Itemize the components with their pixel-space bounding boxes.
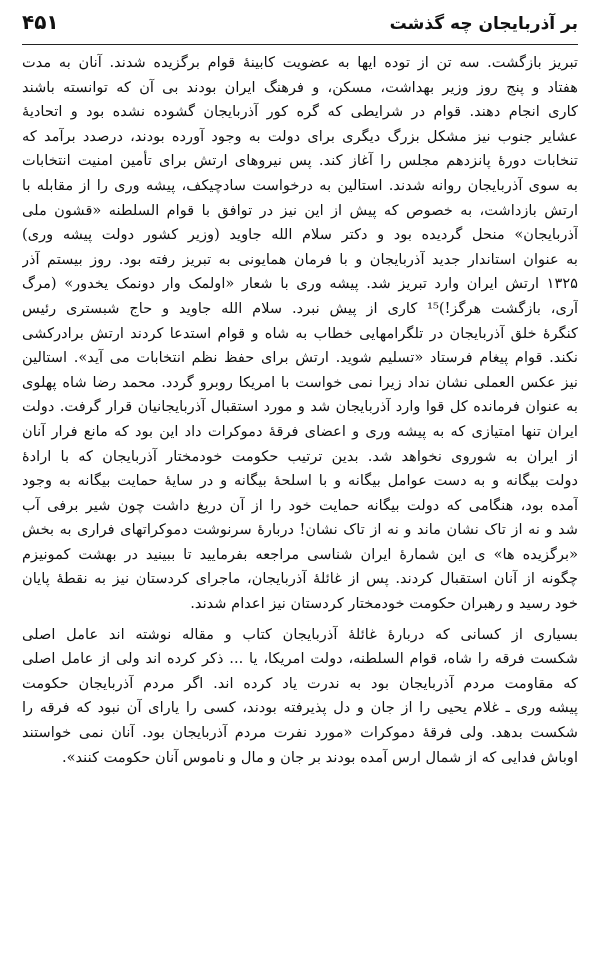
text-line: ارتش بازداشت، به خصوص که پیش از این نیز در توافق با قوام السلطنه «قشون ملی <box>22 201 578 219</box>
text-line: ۱۳۲۵ ارتش ایران وارد تبریز شد. پیشه وری با شعار «اولمک وار دونمک یخدور» (مرگ <box>22 275 578 293</box>
paragraph <box>22 623 578 771</box>
text-line: کاری انجام دهند. قوام در شرایطی که گره کور آذربایجان گشوده نشده بود و اتحادیهٔ <box>22 103 578 121</box>
text-line: «برگزیده ها» ی این شمارهٔ ایران شناسی مراجعه بفرمایید تا ببینید در بهشت کمونیزم <box>22 545 578 563</box>
text-line: شد و نه از تاک نشان ماند و نه از تاک نشان! دربارهٔ سرنوشت دموکراتهای فراری به بخش <box>22 521 578 539</box>
text-line: دولت بیگانه و به دست عوامل بیگانه و با اسلحهٔ بیگانه و در سایهٔ حمایت بیگانه به وجود <box>22 472 578 490</box>
page-number: ۴۵۱ <box>22 10 59 34</box>
text-line: چگونه از آنان استقبال کردند. پس از غائلهٔ آذربایجان، ماجرای کردستان نیز به نقطهٔ پایان <box>22 570 578 588</box>
text-line: بسیاری از کسانی که دربارهٔ غائلهٔ آذربایجان کتاب و مقاله نوشته اند عامل اصلی <box>22 625 578 643</box>
text-line: ایران تنها امتیازی که به پیشه وری و اعضای فرقهٔ دموکرات داد این بود که مانع فرار آنان <box>22 422 578 440</box>
text-line: آمده بود، هنگامی که دولت بیگانه حمایت خود را از آن دریغ داشت چون شیر برفی آب <box>22 496 578 514</box>
text-line: از ایران به شوروی نخواهد شد. بدین ترتیب حکومت خودمختار آذربایجان که با ارادهٔ <box>22 447 578 465</box>
text-line: تنخابات دورهٔ پانزدهم مجلس را آغاز کند. پس نیروهای ارتش برای تأمین امنیت انتخابات <box>22 152 578 170</box>
page-body <box>22 51 578 770</box>
paragraph <box>22 51 578 617</box>
text-line: که مقاومت مردم آذربایجان بود به ندرت یاد کرده اند. اگر مردم آذربایجان حکومت <box>22 674 578 692</box>
text-line: شکست فرقه را شاه، قوام السلطنه، دولت امریکا، یا ... ذکر کرده اند ولی از عامل اصلی <box>22 650 578 668</box>
text-line: به عنوان استاندار جدید آذربایجان و با فرمان همایونی به تبریز رفته بود. روز بیستم آذر <box>22 250 578 268</box>
text-line: تبریز بازگشت. سه تن از توده ‌ایها به عضویت کابینهٔ قوام برگزیده شدند. آنان به مدت <box>22 54 578 71</box>
text-line: آری، بازگشت هرگز!)¹⁵ کاری از پیش نبرد. سلام الله جاوید و حاج شبستری رئیس <box>22 299 578 317</box>
text-line: اوباش فدایی که از شمال ارس آمده بودند بر جان و مال و ناموس آنان حکومت کنند». <box>61 748 578 766</box>
text-line: پیشه وری ـ غلام یحیی را از جان و دل پذیرفته بودند، کسی را یارای آن نبود که فرقه را <box>22 699 578 717</box>
text-line: به عنوان فرمانده کل قوا وارد آذربایجان شد و مورد استقبال آذربایجانیان قرار گرفت. دولت <box>22 398 578 416</box>
text-line: خود رسید و رهبران حکومت خودمختار کردستان نیز اعدام شدند. <box>190 595 578 613</box>
text-line: عشایر جنوب نیز مشکل بزرگ دیگری برای دولت به وجود آورده بودند، درصدد برآمد که <box>22 127 578 145</box>
text-line: هفتاد و پنج روز وزیر بهداشت، مسکن، و فرهنگ ایران بودند بی آن که توانسته باشند <box>22 78 578 96</box>
text-line: به سوی آذربایجان روانه شدند. استالین به درخواست سادچیکف، پیشه وری را از مقابله با <box>22 176 578 194</box>
text-line: نیز عکس العملی نشان نداد زیرا نمی خواست با امریکا روبرو گردد. محمد رضا شاه پهلوی <box>22 373 578 391</box>
text-line: نکند. قوام پیغام فرستاد «تسلیم شوید. ارتش برای حفظ نظم انتخابات می آید». استالین <box>22 349 578 367</box>
page-header <box>22 10 578 45</box>
text-line: کنگرهٔ خلق آذربایجان در تلگرامهایی خطاب به شاه و قوام استدعا کردند ارتش برادرکشی <box>22 324 578 342</box>
text-line: آذربایجان» منحل گردیده بود و دکتر سلام الله جاوید (وزیر کشور دولت پیشه وری) <box>22 226 578 244</box>
running-title: بر آذربایجان چه گذشت <box>389 14 578 34</box>
text-line: شکست بدهد. ولی فرقهٔ دموکرات «مورد نفرت مردم آذربایجان بود. آنان نمی خواستند <box>22 724 578 742</box>
